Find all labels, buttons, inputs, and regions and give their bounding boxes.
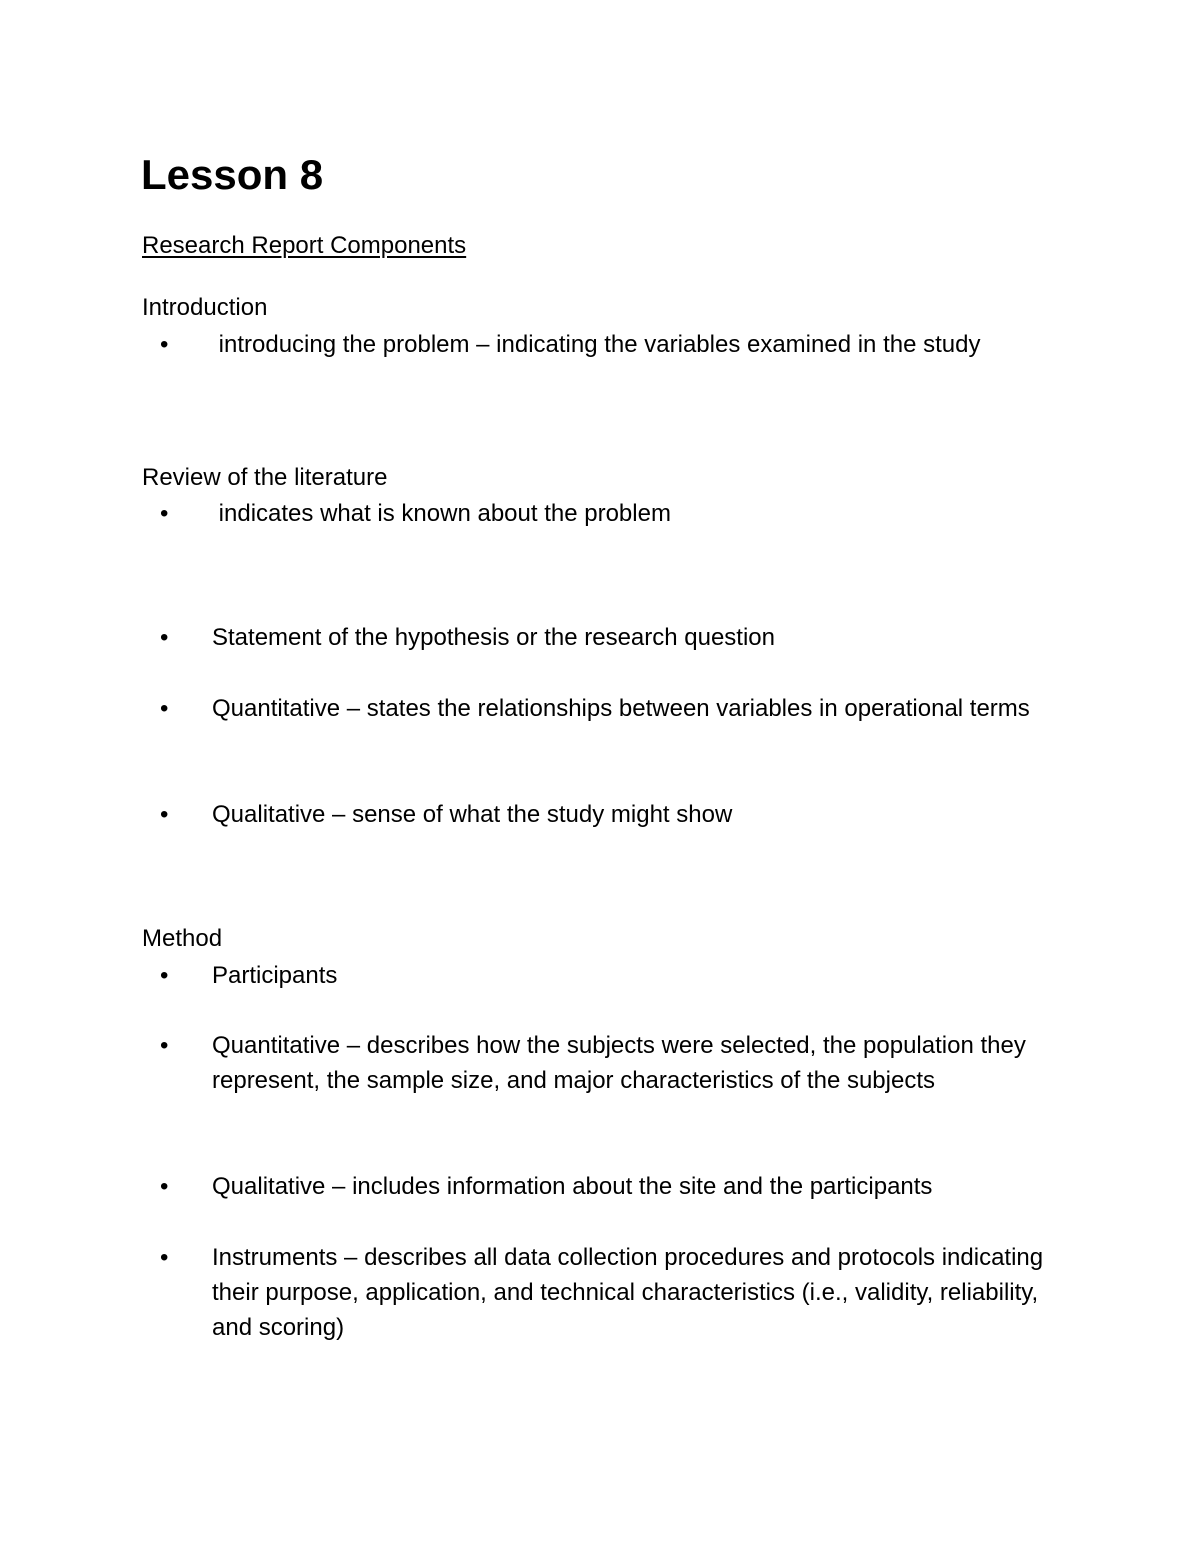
bullet-icon: • [160, 1032, 169, 1059]
list-item-text: indicates what is known about the problem [212, 500, 671, 527]
list-item [160, 327, 1060, 362]
list-item [160, 620, 1060, 655]
bullet-icon: • [160, 695, 169, 722]
heading-review-of-literature: Review of the literature [142, 464, 388, 491]
list-item-text: Qualitative – sense of what the study might show [212, 801, 733, 828]
page-title: Lesson 8 [141, 151, 324, 198]
list-item-text: Participants [212, 962, 338, 989]
list-item [160, 691, 1060, 726]
section-subtitle: Research Report Components [142, 232, 467, 259]
list-item [160, 958, 1060, 993]
list-item [160, 1028, 1060, 1098]
list-item-text: Quantitative – states the relationships between variables in operational terms [212, 695, 1030, 722]
bullet-icon: • [160, 962, 169, 989]
heading-introduction: Introduction [142, 294, 268, 321]
list-item-text: Instruments – describes all data collection procedures and protocols indicating their purpose, application, and technical characteristics (i.e., validity, reliability, and scoring) [212, 1244, 1044, 1341]
list-item-text: Statement of the hypothesis or the research question [212, 624, 776, 651]
list-item [160, 797, 1060, 832]
bullet-icon: • [160, 801, 169, 828]
list-item-text: Qualitative – includes information about the site and the participants [212, 1173, 933, 1200]
list-item-text: introducing the problem – indicating the variables examined in the study [212, 331, 981, 358]
list-item [160, 1240, 1060, 1345]
list-item [160, 1169, 1060, 1204]
bullet-icon: • [160, 624, 169, 651]
heading-method: Method [142, 925, 223, 952]
bullet-icon: • [160, 331, 169, 358]
bullet-icon: • [160, 500, 169, 527]
list-item-text: Quantitative – describes how the subjects were selected, the population they represent, the sample size, and major characteristics of the subjects [212, 1032, 1026, 1094]
bullet-icon: • [160, 1244, 169, 1271]
list-item [160, 496, 1060, 531]
bullet-icon: • [160, 1173, 169, 1200]
